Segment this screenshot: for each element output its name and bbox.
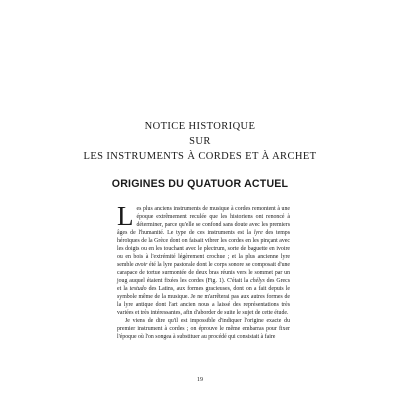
italic-chelys: chélys <box>250 278 265 284</box>
italic-testudo: testudo <box>129 286 147 292</box>
paragraph-2: Je viens de dire qu'il est impossible d'indiquer l'origine exacte du premier instrument à cordes ; on éprouve le même embarras pour fixer l'époque où l'on songea à substituer au procédé qui consistait à faire <box>117 318 290 340</box>
paragraph-1-text-d: des Grecs et la <box>117 278 290 292</box>
notice-title-line-2: SUR <box>189 136 211 147</box>
notice-title-line-3: LES INSTRUMENTS À CORDES ET À ARCHET <box>83 151 317 162</box>
chapter-subtitle: ORIGINES DU QUATUOR ACTUEL <box>111 178 289 190</box>
paragraph-1-text-a: es plus anciens instruments de musique à cordes remontent à une époque extrêmement reculée que les historiens ont renoncé à déterminer, parce qu'elle se confond sans doute avec les premiers âges de l'humanité. Le type de ces instruments est la <box>117 206 290 236</box>
paragraph-1 <box>117 201 291 317</box>
notice-title-line-1: NOTICE HISTORIQUE <box>144 121 256 132</box>
page-number: 19 <box>197 377 203 383</box>
paragraph-1-text-c: été la lyre pastorale dont le corps sonore se composait d'une carapace de tortue surmontée de deux bras réunis vers le sommet par un joug auquel étaient fixées les cordes (Fig. 1). C'était la <box>117 262 291 284</box>
drop-cap: L <box>117 201 134 231</box>
italic-avoir: avoir <box>135 262 148 268</box>
italic-lyre: lyre <box>253 230 263 236</box>
paragraph-1-text-b: des temps héroïques de la Grèce dont on faisait vibrer les cordes en les pinçant avec les doigts ou en les touchant avec le plectrum, sorte de baguette en ivoire ou en bois à l'extrémité légèrement crochue ; et la plus ancienne lyre semble <box>117 230 291 268</box>
paragraph-1-text-e: des Latins, aux formes gracieuses, dont on a fait depuis le symbole même de la musique. Je ne m'arrêterai pas aux autres formes de la lyre antique dont l'art ancien nous a laissé des représentations très variées et très intéressantes, afin d'aborder de suite le sujet de cette étude. <box>117 286 291 316</box>
body-text <box>117 201 291 341</box>
